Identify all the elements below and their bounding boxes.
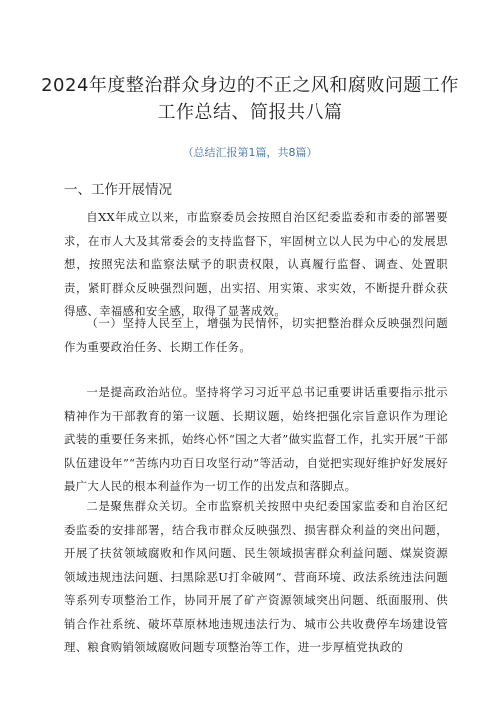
title-line-1: 2024年度整治群众身边的不正之风和腐败问题工作	[41, 75, 459, 96]
paragraph-2	[64, 312, 448, 359]
section-heading: 一、工作开展情况	[64, 182, 172, 198]
document-title	[30, 72, 470, 126]
paragraph-1	[64, 206, 448, 324]
document-subtitle: （总结汇报第1篇，共8篇）	[182, 146, 318, 159]
paragraph-2-text: （一）坚持人民至上，增强为民情怀，切实把整治群众反映强烈问题作为重要政治任务、长期工作任务。	[64, 316, 448, 354]
paragraph-3	[64, 381, 448, 499]
paragraph-3-text: 一是提高政治站位。坚持将学习习近平总书记重要讲话重要指示批示精神作为干部教育的第一议题、长期议题，始终把强化宗旨意识作为理论武装的重要任务来抓，始终心怀“国之大者”做实监督工作，扎实开展“干部队伍建设年”“苦练内功百日攻坚行动”等活动，自觉把实现好维护好发展好最广大人民的根本利益作为一切工作的出发点和落脚点。	[64, 385, 448, 493]
paragraph-4	[64, 495, 448, 660]
title-line-2: 工作总结、简报共八篇	[157, 102, 343, 123]
paragraph-1-text: 自XX年成立以来，市监察委员会按照自治区纪委监委和市委的部署要求，在市人大及其常委会的支持监督下，牢固树立以人民为中心的发展思想，按照宪法和监察法赋予的职责权限，认真履行监督、调查、处置职责，紧盯群众反映强烈问题，出实招、用实策、求实效，不断提升群众获得感、幸福感和安全感，取得了显著成效。	[64, 210, 448, 318]
paragraph-4-text: 二是聚焦群众关切。全市监察机关按照中央纪委国家监委和自治区纪委监委的安排部署，结合我市群众反映强烈、损害群众利益的突出问题，开展了扶贫领域腐败和作风问题、民生领域损害群众利益问题、煤炭资源领域违规违法问题、扫黑除恶U打伞破网”、营商环境、政法系统违法问题等系列专项整治工作，协同开展了矿产资源领域突出问题、纸面服刑、供销合作社系统、破坏草原林地违规违法行为、城市公共收费停车场建设管理、粮食购销领域腐败问题专项整治等工作，进一步厚植党执政的	[64, 499, 448, 654]
